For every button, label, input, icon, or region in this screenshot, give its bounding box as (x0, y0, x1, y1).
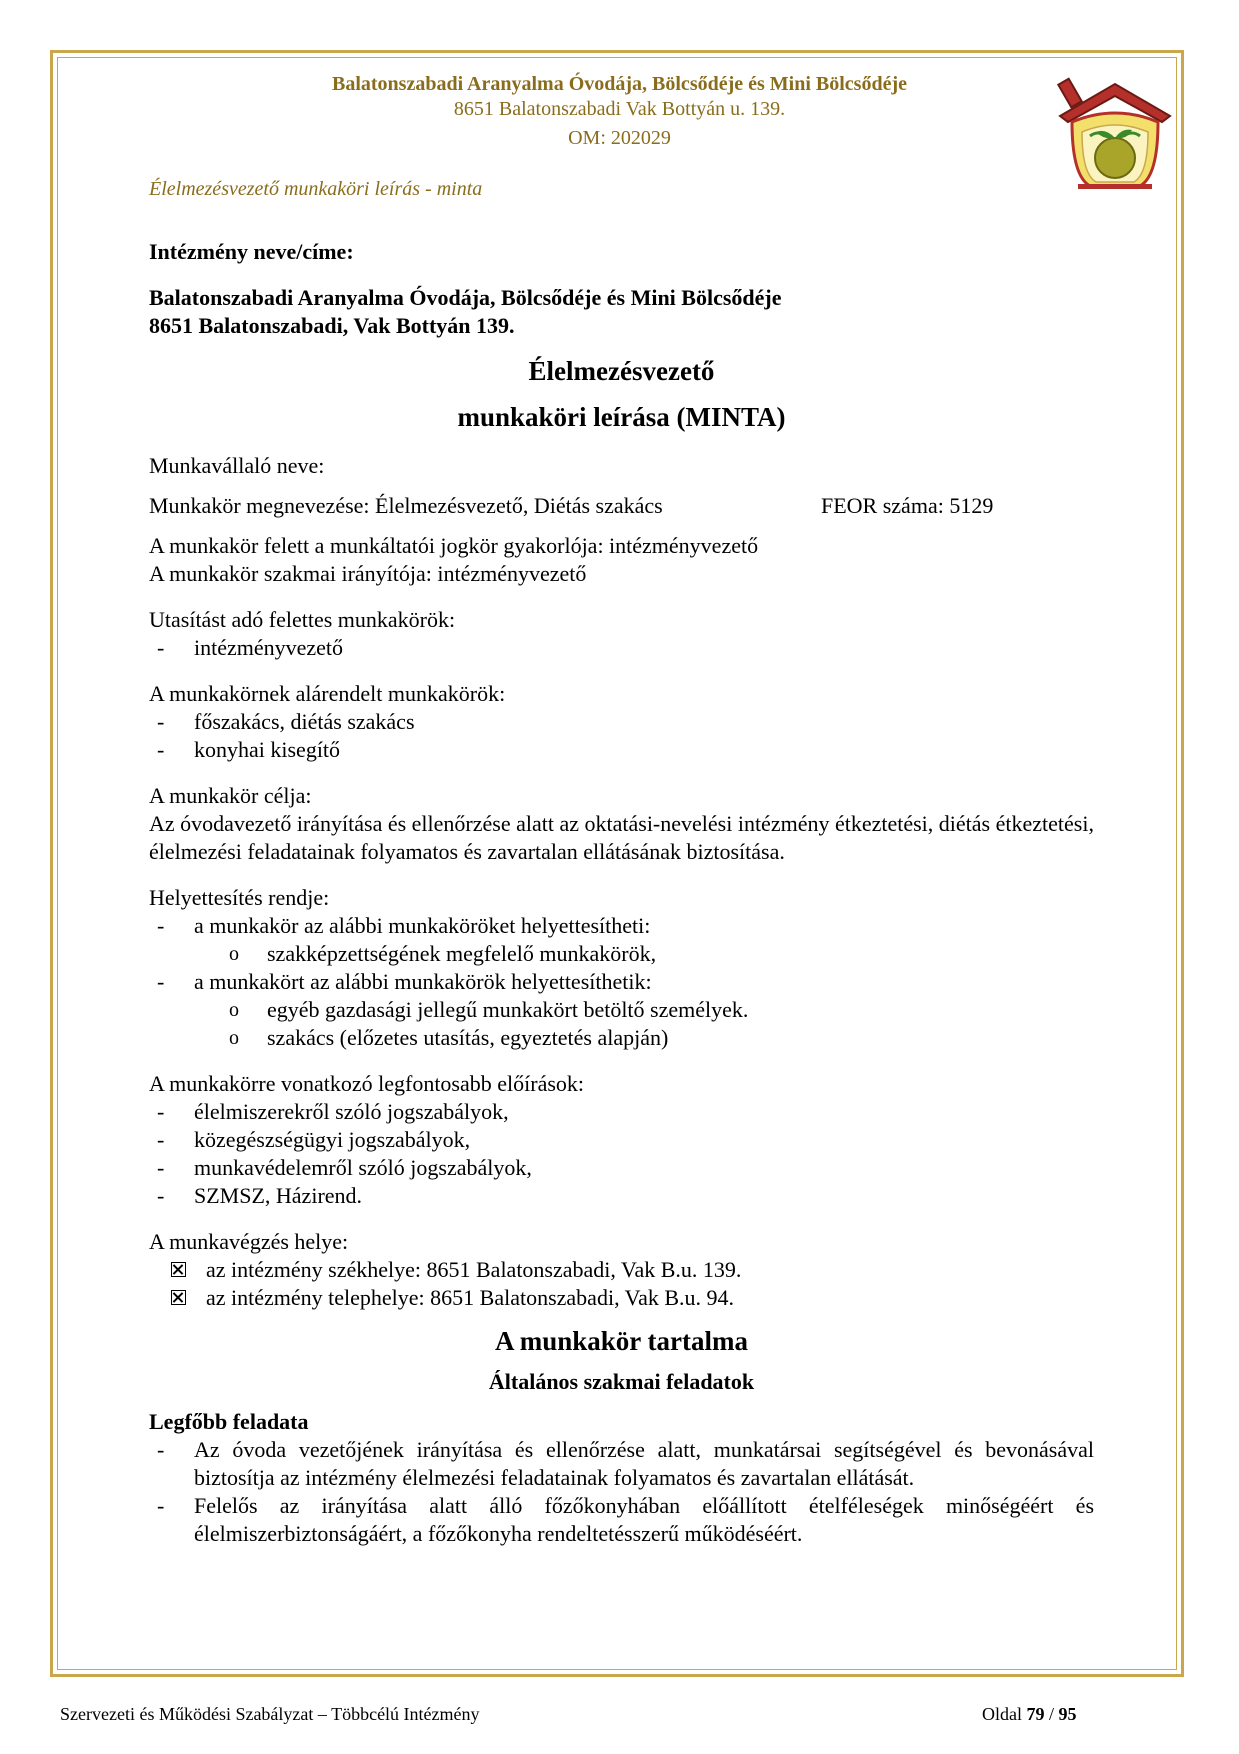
feor-field: FEOR száma: 5129 (821, 493, 994, 518)
list-item: - Az óvoda vezetőjének irányítása és ellenőrzése alatt, munkatársai segítségével és bevonásával biztosítja az intézmény élelmezési feladatainak folyamatos és zavartalan ellátását. (157, 1437, 1094, 1490)
professional-director-field: A munkakör szakmai irányítója: intézményvezető (149, 561, 587, 586)
workplace-checkbox-item: az intézmény telephelye: 8651 Balatonszabadi, Vak B.u. 94. (149, 1284, 1094, 1312)
header-address: 8651 Balatonszabadi Vak Bottyán u. 139. (453, 98, 786, 120)
workplace-label: A munkavégzés helye: (149, 1229, 349, 1254)
list-item: - SZMSZ, Házirend. (157, 1183, 363, 1208)
superiors-label: Utasítást adó felettes munkakörök: (149, 607, 456, 632)
sub-list-item: o szakképzettségének megfelelő munkakörök, (229, 941, 657, 966)
apple-house-logo (1050, 76, 1180, 194)
list-item: - konyhai kisegítő (157, 737, 341, 762)
purpose-label: A munkakör célja: (149, 783, 312, 808)
document-body (149, 238, 1094, 1548)
position-field: Munkakör megnevezése: Élelmezésvezető, Diétás szakács (149, 493, 663, 518)
position-row (149, 492, 1094, 520)
list-item: - Felelős az irányítása alatt álló főzőkonyhában előállított ételféleségek minőségéért és élelmiszerbiztonságáért, a főzőkonyha rendeltetésszerű működéséért. (157, 1493, 1094, 1546)
regulations-label: A munkakörre vonatkozó legfontosabb előírások: (149, 1071, 585, 1096)
workplace-checkbox-item: az intézmény székhelye: 8651 Balatonszabadi, Vak B.u. 139. (149, 1256, 1094, 1284)
section-subtitle: Általános szakmai feladatok (488, 1369, 755, 1394)
purpose-text: Az óvodavezető irányítása és ellenőrzése alatt az oktatási-nevelési intézmény étkeztetési, diétás étkeztetési, élelmezési feladatainak folyamatos és zavartalan ellátásának biztosítása. (149, 811, 1094, 864)
subordinates-label: A munkakörnek alárendelt munkakörök: (149, 681, 506, 706)
sub-list-item: o szakács (előzetes utasítás, egyeztetés alapján) (229, 1025, 669, 1050)
main-task-label: Legfőbb feladata (149, 1409, 309, 1434)
checked-box-icon (171, 1290, 186, 1305)
header-school-name: Balatonszabadi Aranyalma Óvodája, Bölcsődéje és Mini Bölcsődéje (332, 73, 907, 95)
document-subtitle: Élelmezésvezető munkaköri leírás - minta (149, 178, 483, 200)
footer-document-name: Szervezeti és Működési Szabályzat – Többcélú Intézmény (60, 1704, 480, 1724)
list-item: - intézményvezető (157, 635, 344, 660)
institution-name: Balatonszabadi Aranyalma Óvodája, Bölcsődéje és Mini Bölcsődéje (149, 285, 782, 310)
section-title: A munkakör tartalma (494, 1326, 749, 1356)
list-item: - élelmiszerekről szóló jogszabályok, (157, 1099, 509, 1124)
document-title-line1: Élelmezésvezető (528, 356, 715, 386)
list-item: - közegészségügyi jogszabályok, (157, 1127, 471, 1152)
list-item: - munkavédelemről szóló jogszabályok, (157, 1155, 532, 1180)
institution-label: Intézmény neve/címe: (149, 239, 354, 264)
employee-name-field: Munkavállaló neve: (149, 453, 325, 478)
sub-list-item: o egyéb gazdasági jellegű munkakört betöltő személyek. (229, 997, 749, 1022)
header-om: OM: 202029 (568, 127, 671, 149)
institution-address: 8651 Balatonszabadi, Vak Bottyán 139. (149, 313, 515, 338)
document-title-line2: munkaköri leírása (MINTA) (457, 402, 786, 432)
list-item: - a munkakör az alábbi munkaköröket helyettesítheti: (157, 913, 651, 938)
list-item: - főszakács, diétás szakács (157, 709, 415, 734)
footer-page-number: Oldal 79 / 95 (982, 1704, 1077, 1724)
substitution-label: Helyettesítés rendje: (149, 885, 330, 910)
checked-box-icon (171, 1262, 186, 1277)
employer-rights-field: A munkakör felett a munkáltatói jogkör gyakorlója: intézményvezető (149, 533, 759, 558)
list-item: - a munkakört az alábbi munkakörök helyettesíthetik: (157, 969, 652, 994)
